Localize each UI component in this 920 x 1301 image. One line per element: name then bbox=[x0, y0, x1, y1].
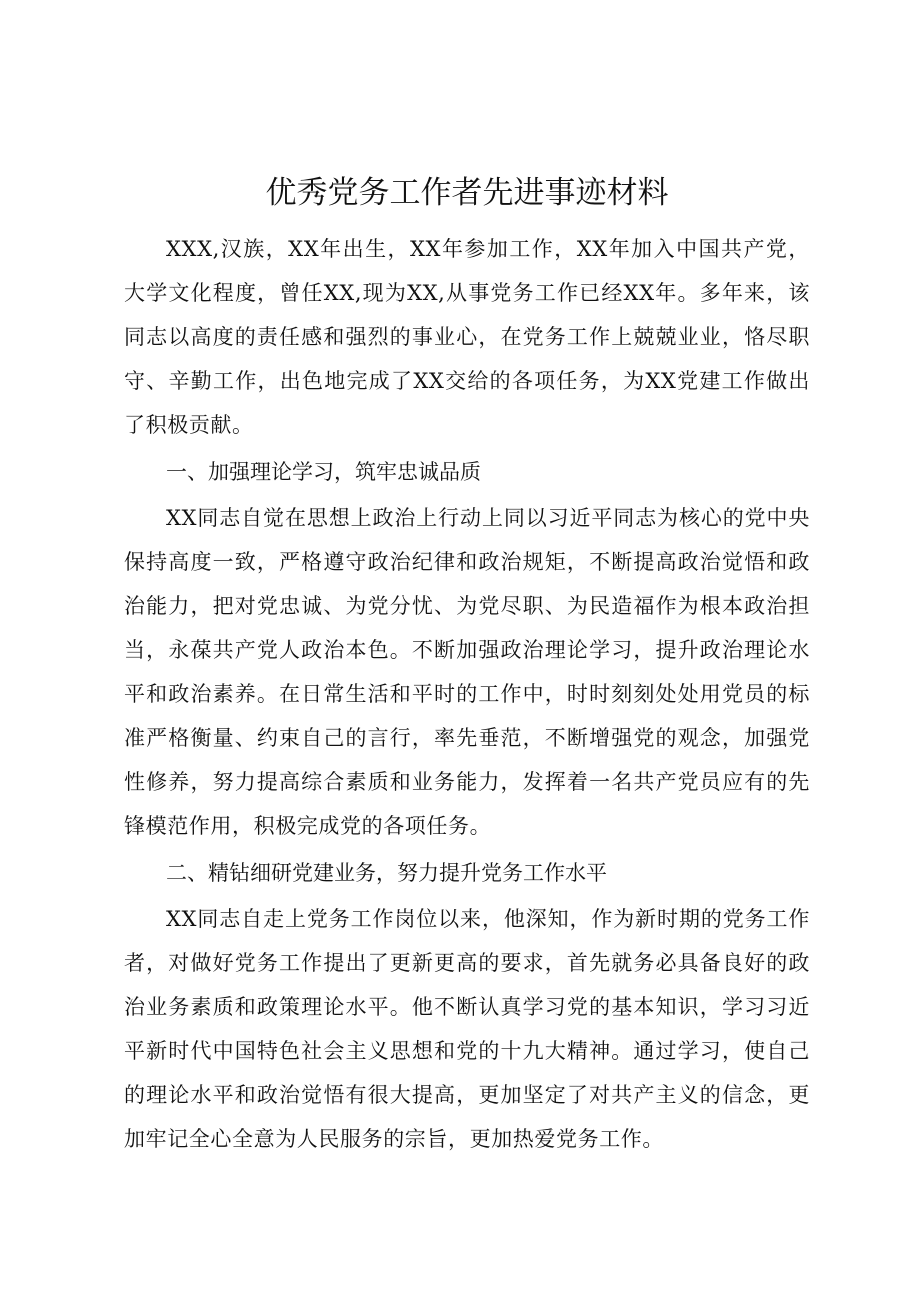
section-1-heading: 一、加强理论学习，筑牢忠诚品质 bbox=[166, 460, 481, 484]
document-page bbox=[124, 165, 810, 1161]
section-1-paragraph: XX同志自觉在思想上政治上行动上同以习近平同志为核心的党中央保持高度一致，严格遵守政治纪律和政治规矩，不断提高政治觉悟和政治能力，把对党忠诚、为党分忧、为党尽职、为民造福作为根本政治担当，永葆共产党人政治本色。不断加强政治理论学习，提升政治理论水平和政治素养。在日常生活和平时的工作中，时时刻刻处处用党员的标准严格衡量、约束自己的言行，率先垂范，不断增强党的观念，加强党性修养，努力提高综合素质和业务能力，发挥着一名共产党员应有的先锋模范作用，积极完成党的各项任务。 bbox=[124, 506, 810, 838]
intro-paragraph: XXX,汉族，XX年出生，XX年参加工作，XX年加入中国共产党，大学文化程度，曾任XX,现为XX,从事党务工作已经XX年。多年来，该同志以高度的责任感和强烈的事业心，在党务工作上兢兢业业，恪尽职守、辛勤工作，出色地完成了XX交给的各项任务，为XX党建工作做出了积极贡献。 bbox=[124, 237, 810, 437]
document-title: 优秀党务工作者先进事迹材料 bbox=[265, 175, 669, 211]
section-2-heading: 二、精钻细研党建业务，努力提升党务工作水平 bbox=[166, 861, 607, 885]
section-2-paragraph: XX同志自走上党务工作岗位以来，他深知，作为新时期的党务工作者，对做好党务工作提出了更新更高的要求，首先就务必具备良好的政治业务素质和政策理论水平。他不断认真学习党的基本知识，学习习近平新时代中国特色社会主义思想和党的十九大精神。通过学习，使自己的理论水平和政治觉悟有很大提高，更加坚定了对共产主义的信念，更加牢记全心全意为人民服务的宗旨，更加热爱党务工作。 bbox=[124, 907, 810, 1151]
